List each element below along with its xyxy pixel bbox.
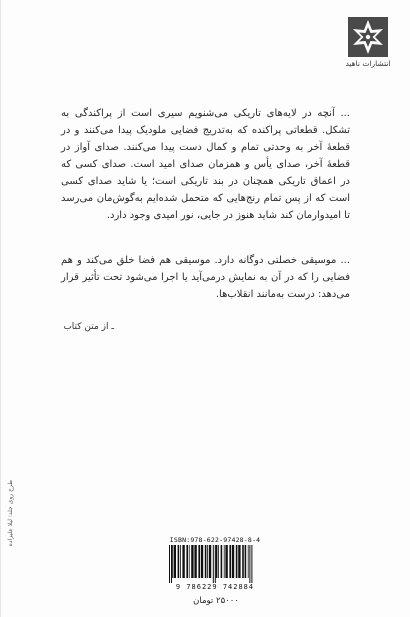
isbn-label: ISBN:978-622-97428-8-4	[169, 536, 261, 544]
star-flower-logo-icon	[347, 16, 389, 58]
excerpt-paragraph-1: ... آنچه در لایه‌های تاریکی می‌شنویم سیری است از پراکندگی به تشکل. قطعاتی پراکنده که به‌تدریج فضایی ملودیک پیدا می‌کنند و در قطعهٔ آخر به وحدتی تمام و کمال دست پیدا می‌کنند. صدای آواز در قطعهٔ آخر، صدای یأس و همزمان صدای امید است. صدای کسی که در اعماق تاریکی همچنان در بند تاریکی است؛ یا شاید صدای کسی است که از پس تمام رنج‌هایی که متحمل شده‌ایم به‌گوش‌مان می‌رسد تا امیدوارمان کند شاید هنوز در جایی، نور امیدی وجود دارد.	[61, 108, 350, 221]
excerpt-paragraph-2: ... موسیقی خصلتی دوگانه دارد. موسیقی هم فضا خلق می‌کند و هم فضایی را که در آن به نمایش درمی‌آید یا اجرا می‌شود تحت تأثیر قرار می‌دهد: درست به‌مانند انقلاب‌ها.	[61, 255, 350, 300]
barcode	[167, 545, 263, 583]
publisher-name: انتشارات ناهید	[345, 59, 391, 68]
isbn-block	[164, 536, 266, 591]
excerpt-source: ـ از متن کتاب	[63, 322, 114, 332]
cover-design-credit: طرح روی جلد: لیلا علیزاده	[7, 480, 14, 547]
publisher-logo	[340, 16, 396, 68]
barcode-digits: 9 786229 742884	[175, 583, 255, 591]
price: ۲۵۰۰۰ تومان	[193, 596, 239, 606]
